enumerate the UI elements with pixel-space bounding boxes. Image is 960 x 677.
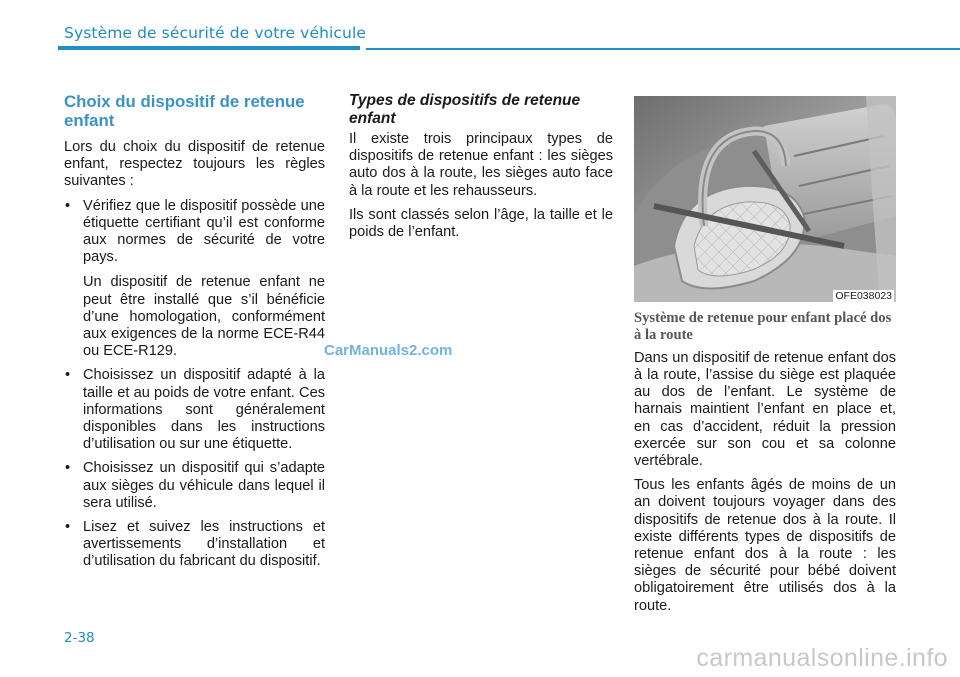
list-item-text: Choisissez un dispositif adapté à la taille et au poids de votre enfant. Ces informations sont généralement disponibles dans les instructions d’utilisation ou sur une étiquette. <box>83 367 325 453</box>
rear-facing-paragraph-1: Dans un dispositif de retenue enfant dos à la route, l’assise du siège est plaquée au dos de l’enfant. Le système de harnais maintient l’enfant en place et, en cas d’accident, réduit la pression exercée sur son cou et sa colonne vertébrale. <box>634 349 896 470</box>
right-column <box>634 96 896 622</box>
rules-list <box>64 198 325 571</box>
bullet-glyph: • <box>65 519 71 536</box>
rear-facing-paragraph-2: Tous les enfants âgés de moins de un an doivent toujours voyager dans des dispositifs de retenue dos à la route. Il existe différents types de dispositifs de retenue enfant dos à la route : les sièges de sécurité pour bébé doivent obligatoirement être utilisés dos à la route. <box>634 477 896 614</box>
child-seat-illustration <box>634 96 896 302</box>
left-column <box>64 92 325 578</box>
types-paragraph: Il existe trois principaux types de dispositifs de retenue enfant : les sièges auto dos à la route, les sièges auto face à la route et les rehausseurs. <box>349 131 613 199</box>
list-item-subparagraph: Un dispositif de retenue enfant ne peut être installé que s’il bénéficie d’une homologation, conformément aux exigences de la norme ECE-R44 ou ECE-R129. <box>83 274 325 360</box>
list-item <box>64 367 325 453</box>
header-rule-thick <box>58 46 360 50</box>
list-item-text: Lisez et suivez les instructions et avertissements d’installation et d’utilisation du fabricant du dispositif. <box>83 519 325 570</box>
section-heading-types: Types de dispositifs de retenue enfant <box>349 92 581 127</box>
intro-paragraph: Lors du choix du dispositif de retenue enfant, respectez toujours les règles suivantes : <box>64 139 325 190</box>
middle-column <box>349 92 613 248</box>
rear-facing-seat-photo <box>634 96 896 302</box>
section-heading-rear-facing: Système de retenue pour enfant placé dos à la route <box>634 310 892 344</box>
header-title: Système de sécurité de votre véhicule <box>64 24 366 42</box>
list-item-text: Vérifiez que le dispositif possède une étiquette certifiant qu’il est conforme aux normes de sécurité de votre pays. <box>83 197 325 266</box>
section-heading-choice: Choix du dispositif de retenue enfant <box>64 92 305 130</box>
footer-watermark: carmanualsonline.info <box>696 644 948 672</box>
image-reference-code: OFE038023 <box>835 290 892 302</box>
bullet-glyph: • <box>65 367 71 384</box>
header-rule-thin <box>366 48 960 50</box>
list-item <box>64 519 325 571</box>
list-item-text: Choisissez un dispositif qui s’adapte aux sièges du véhicule dans lequel il sera utilisé. <box>83 460 325 511</box>
classification-paragraph: Ils sont classés selon l’âge, la taille et le poids de l’enfant. <box>349 206 613 241</box>
page-number: 2-38 <box>64 630 95 646</box>
list-item <box>64 198 325 361</box>
watermark-link[interactable]: CarManuals2.com <box>324 342 453 359</box>
bullet-glyph: • <box>65 197 71 214</box>
bullet-glyph: • <box>65 460 71 477</box>
list-item <box>64 460 325 512</box>
